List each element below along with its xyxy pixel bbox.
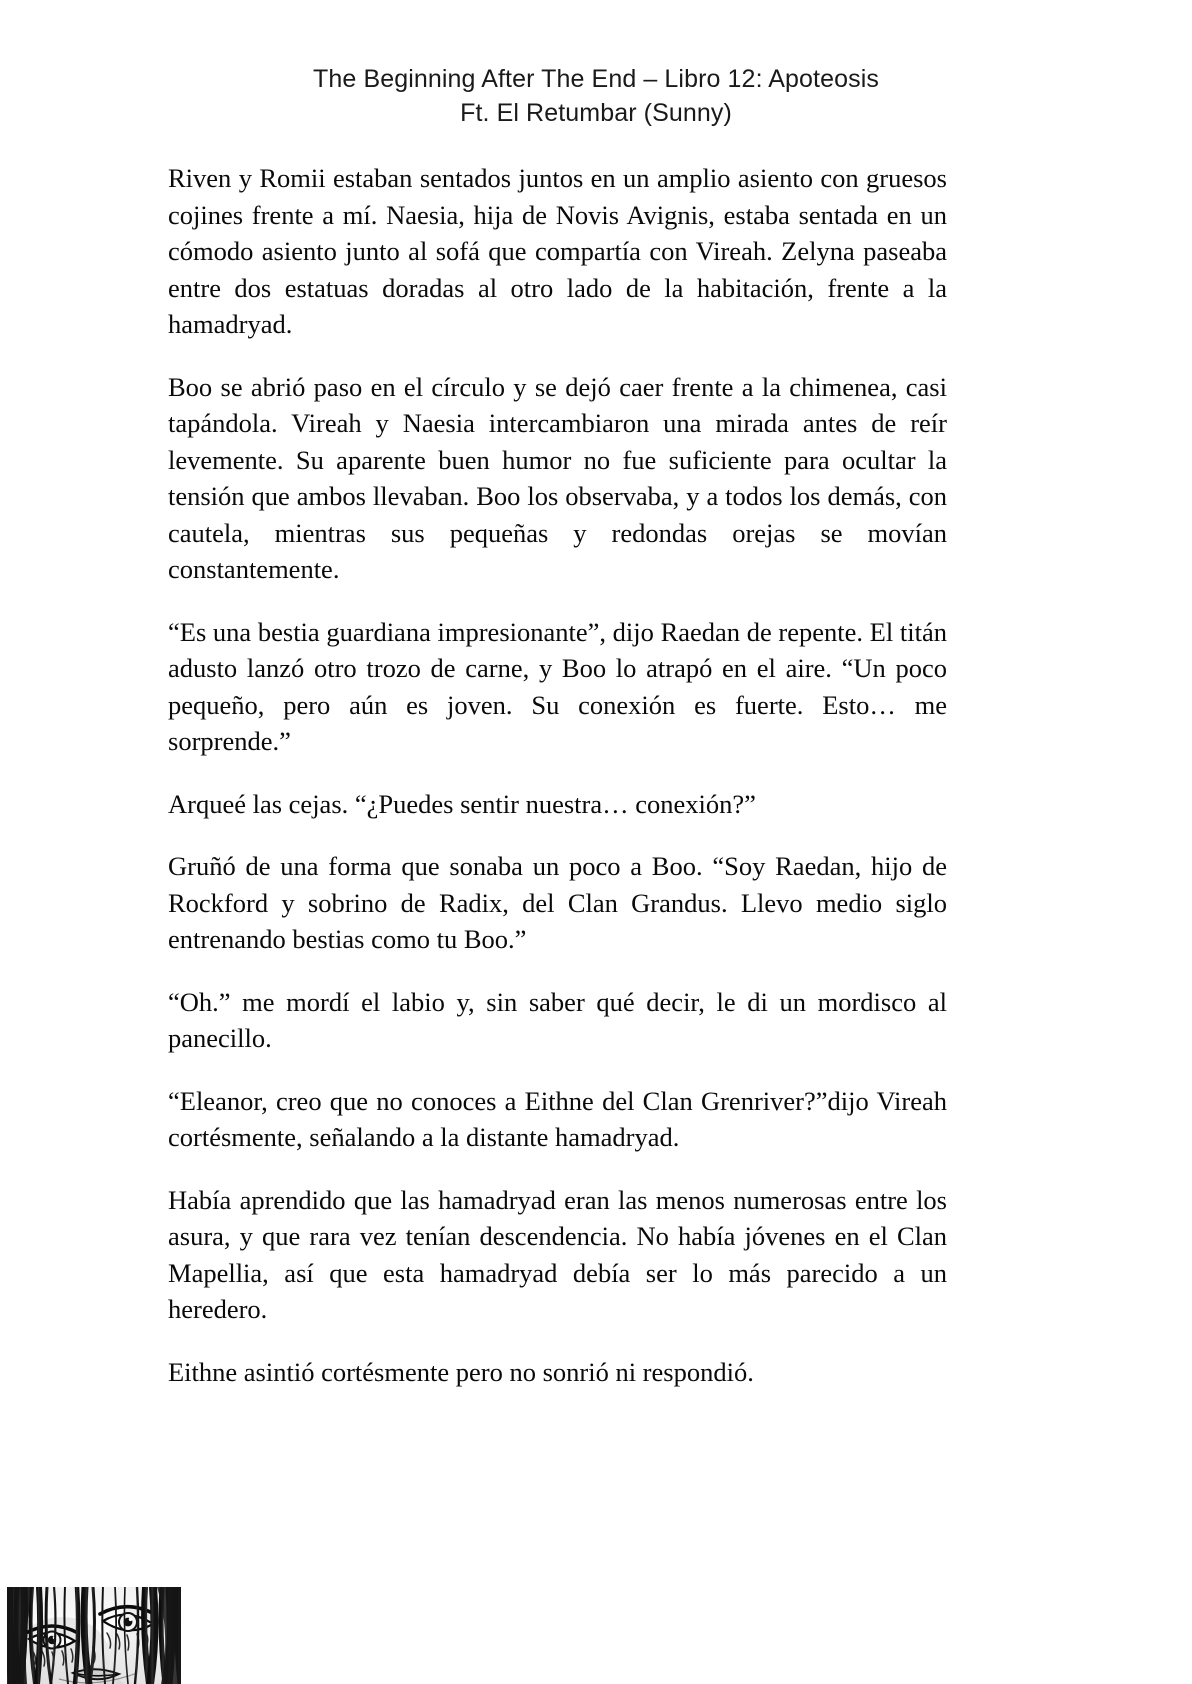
header-subtitle-line-2: Ft. El Retumbar (Sunny) (460, 99, 732, 127)
paragraph-8: Había aprendido que las hamadryad eran las menos numerosas entre los asura, y que rara vez tenían descendencia. No había jóvenes en el Clan Mapellia, así que esta hamadryad debía ser lo más parecido a un heredero. (168, 1184, 947, 1324)
paragraph-6: “Oh.” me mordí el labio y, sin saber qué decir, le di un mordisco al panecillo. (168, 986, 947, 1053)
body-text-column (168, 160, 947, 1390)
manga-face-icon (7, 1587, 181, 1684)
paragraph-3: “Es una bestia guardiana impresionante”, dijo Raedan de repente. El titán adusto lanzó otro trozo de carne, y Boo lo atrapó en el aire. “Un poco pequeño, pero aún es joven. Su conexión es fuerte. Esto… me sorprende.” (168, 616, 947, 756)
paragraph-1: Riven y Romii estaban sentados juntos en un amplio asiento con gruesos cojines frente a mí. Naesia, hija de Novis Avignis, estaba sentada en un cómodo asiento junto al sofá que compartía con Vireah. Zelyna paseaba entre dos estatuas doradas al otro lado de la habitación, frente a la hamadryad. (168, 163, 947, 339)
paragraph-4: Arqueé las cejas. “¿Puedes sentir nuestra… conexión?” (168, 788, 756, 819)
paragraph-7: “Eleanor, creo que no conoces a Eithne del Clan Grenriver?”dijo Vireah cortésmente, señalando a la distante hamadryad. (168, 1085, 947, 1152)
paragraph-2: Boo se abrió paso en el círculo y se dejó caer frente a la chimenea, casi tapándola. Vireah y Naesia intercambiaron una mirada antes de reír levemente. Su aparente buen humor no fue suficiente para ocultar la tensión que ambos llevaban. Boo los observaba, y a todos los demás, con cautela, mientras sus pequeñas y redondas orejas se movían constantemente. (168, 371, 947, 584)
document-header (0, 62, 1192, 130)
manga-face-illustration (7, 1587, 181, 1684)
paragraph-5: Gruñó de una forma que sonaba un poco a Boo. “Soy Raedan, hijo de Rockford y sobrino de Radix, del Clan Grandus. Llevo medio siglo entrenando bestias como tu Boo.” (168, 851, 947, 954)
header-title-line-1: The Beginning After The End – Libro 12: Apoteosis (313, 65, 879, 93)
paragraph-9: Eithne asintió cortésmente pero no sonrió ni respondió. (168, 1356, 754, 1387)
